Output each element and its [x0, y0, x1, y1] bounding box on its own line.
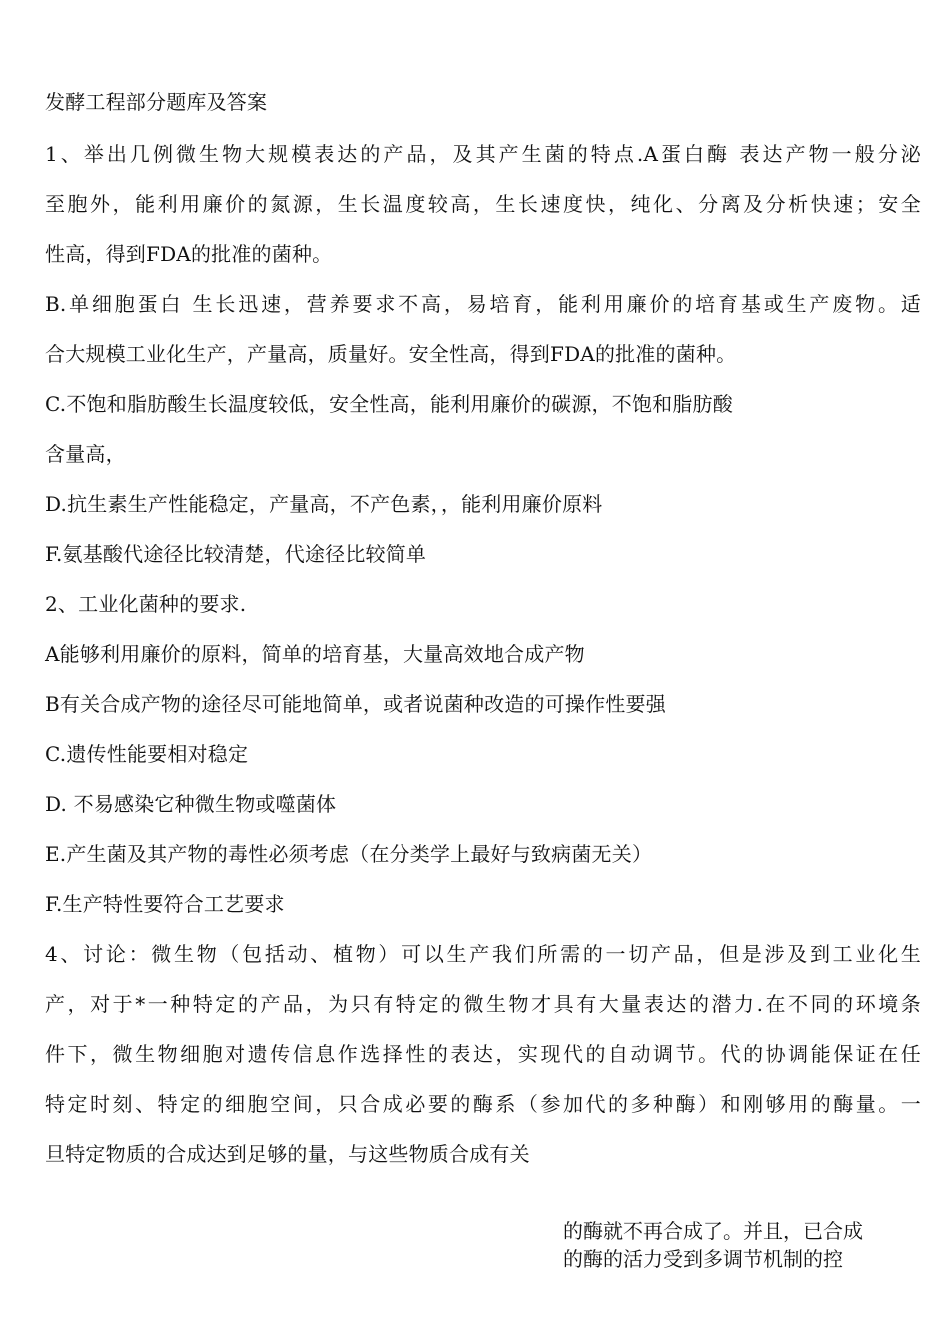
paragraph-line: B.单细胞蛋白 生长迅速，营养要求不高，易培育，能利用廉价的培育基或生产废物。适	[45, 292, 921, 316]
section-heading: 2、工业化菌种的要求.	[45, 592, 247, 616]
paragraph-line: F.氨基酸代途径比较清楚，代途径比较简单	[45, 542, 427, 566]
paragraph-line: 件下，微生物细胞对遗传信息作选择性的表达，实现代的自动调节。代的协调能保证在任	[45, 1042, 921, 1066]
paragraph-line: 至胞外，能利用廉价的氮源，生长温度较高，生长速度快，纯化、分离及分析快速；安全	[45, 192, 921, 216]
paragraph-line: A能够利用廉价的原料，简单的培育基，大量高效地合成产物	[45, 642, 585, 666]
paragraph-line: 性高，得到FDA的批准的菌种。	[45, 242, 333, 266]
document-title: 发酵工程部分题库及答案	[45, 90, 268, 114]
paragraph-line: 含量高，	[45, 442, 126, 466]
paragraph-line: 1、举出几例微生物大规模表达的产品，及其产生菌的特点.A蛋白酶 表达产物一般分泌	[45, 142, 921, 166]
paragraph-line: C.不饱和脂肪酸生长温度较低，安全性高，能利用廉价的碳源，不饱和脂肪酸	[45, 392, 733, 416]
paragraph-line: 产，对于*一种特定的产品，为只有特定的微生物才具有大量表达的潜力.在不同的环境条	[45, 992, 921, 1016]
paragraph-line: 4、讨论：微生物（包括动、植物）可以生产我们所需的一切产品，但是涉及到工业化生	[45, 942, 921, 966]
paragraph-line: 旦特定物质的合成达到足够的量，与这些物质合成有关	[45, 1142, 530, 1166]
paragraph-line: E.产生菌及其产物的毒性必须考虑（在分类学上最好与致病菌无关）	[45, 842, 653, 866]
paragraph-line: F.生产特性要符合工艺要求	[45, 892, 285, 916]
paragraph-line: B有关合成产物的途径尽可能地简单，或者说菌种改造的可操作性要强	[45, 692, 666, 716]
paragraph-line: D. 不易感染它种微生物或噬菌体	[45, 792, 337, 816]
paragraph-line: D.抗生素生产性能稳定，产量高，不产色素，，能利用廉价原料	[45, 492, 603, 516]
paragraph-line: 特定时刻、特定的细胞空间，只合成必要的酶系（参加代的多种酶）和刚够用的酶量。一	[45, 1092, 921, 1116]
paragraph-line: 合大规模工业化生产，产量高，质量好。安全性高，得到FDA的批准的菌种。	[45, 342, 737, 366]
paragraph-line: C.遗传性能要相对稳定	[45, 742, 249, 766]
continuation-line: 的酶就不再合成了。并且，已合成	[563, 1219, 863, 1243]
continuation-line: 的酶的活力受到多调节机制的控	[563, 1247, 843, 1271]
